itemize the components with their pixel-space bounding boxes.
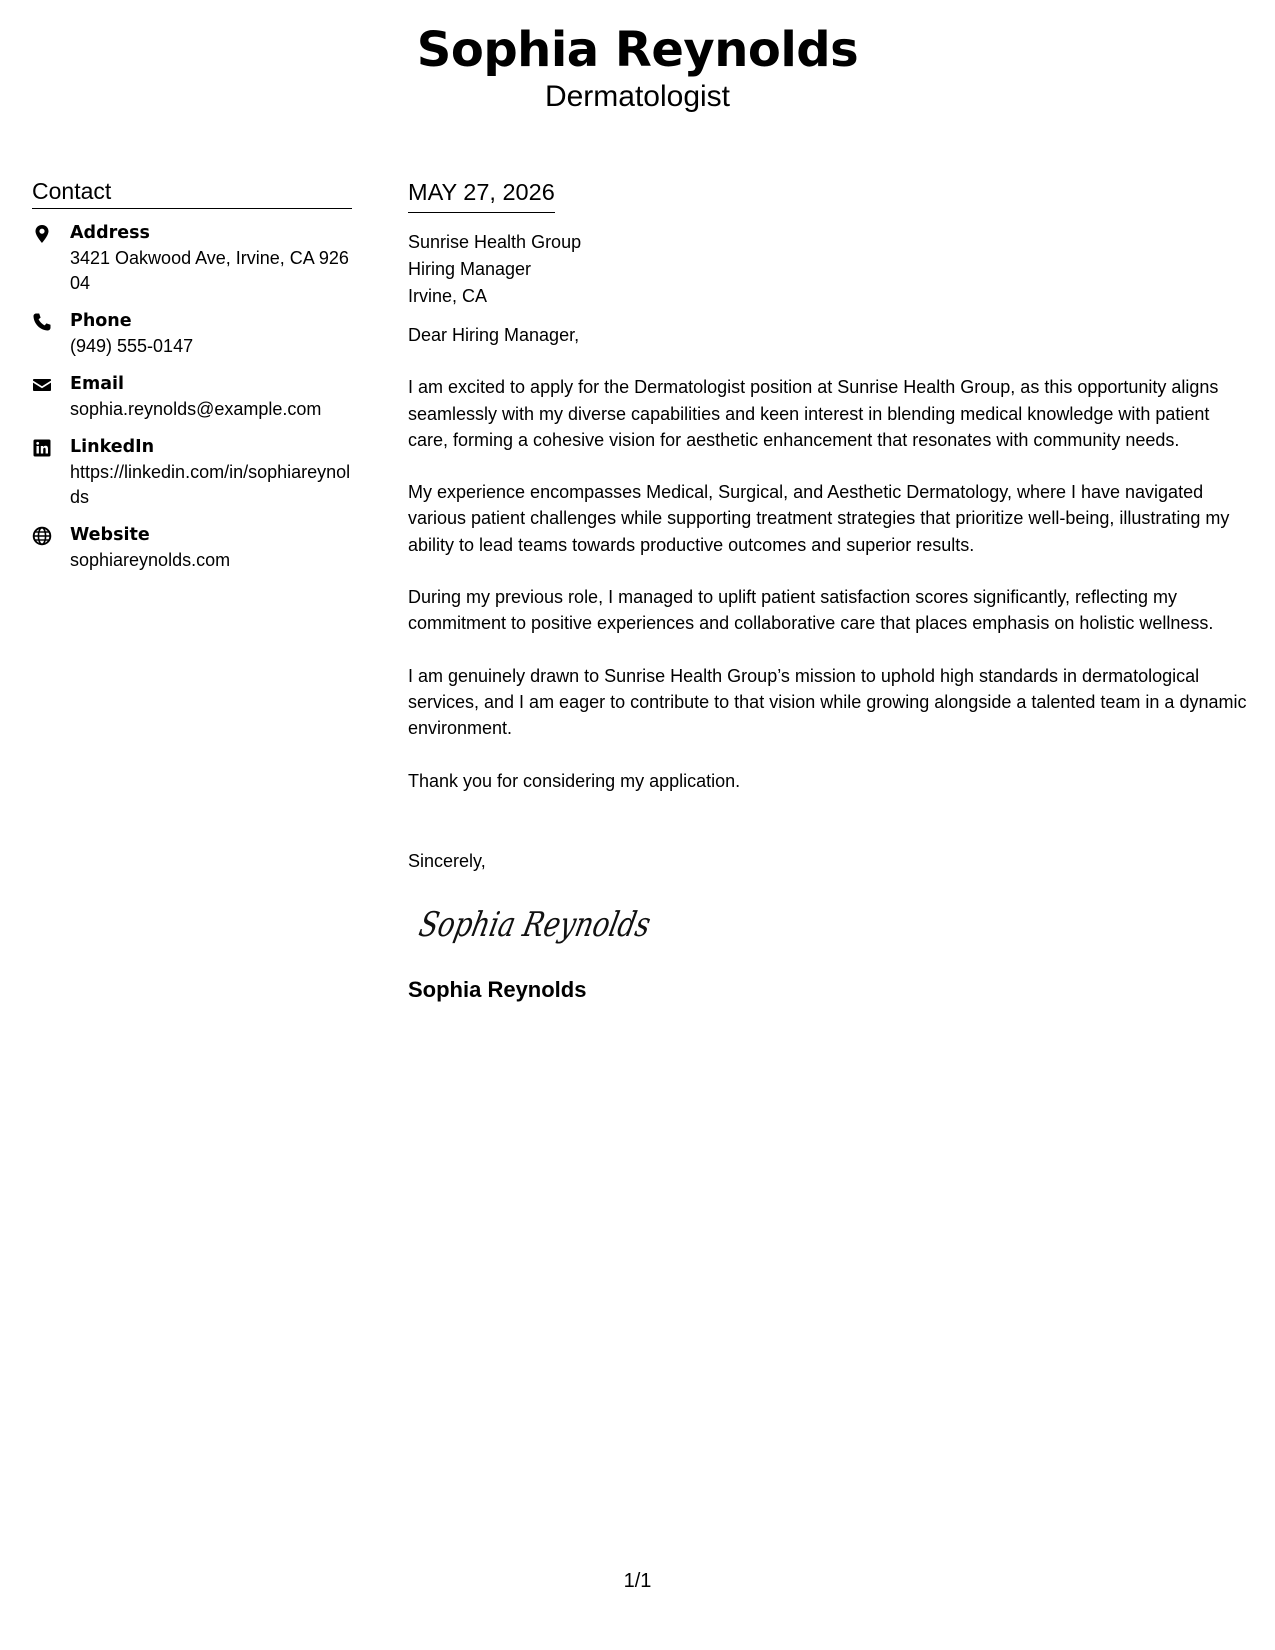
signature-image: [414, 896, 1248, 956]
address-value: 3421 Oakwood Ave, Irvine, CA 92604: [70, 248, 349, 293]
letter-date: MAY 27, 2026: [408, 176, 555, 213]
paragraph: I am excited to apply for the Dermatologist position at Sunrise Health Group, as this opportunity aligns seamlessly with my diverse capabilities and keen interest in blending medical knowledge with patient care, forming a cohesive vision for aesthetic enhancement that resonates with community needs.: [408, 377, 1219, 450]
contact-item-linkedin: [32, 435, 352, 510]
recipient-block: [408, 229, 1248, 310]
map-marker-icon: [32, 221, 70, 244]
contact-item-website: [32, 523, 352, 573]
recipient-location: Irvine, CA: [408, 286, 488, 306]
applicant-title: Dermatologist: [544, 80, 731, 113]
contact-label: Website: [70, 525, 150, 545]
website-value: sophiareynolds.com: [70, 550, 231, 570]
globe-icon: [32, 523, 70, 546]
contact-label: Email: [70, 374, 124, 394]
contact-heading: Contact: [32, 176, 352, 209]
letter-header: [0, 20, 1275, 114]
contact-item-phone: [32, 309, 352, 359]
paragraph: During my previous role, I managed to uplift patient satisfaction scores significantly, reflecting my commitment to positive experiences and collaborative care that places emphasis on holistic wellness.: [408, 587, 1214, 634]
linkedin-icon: [32, 435, 70, 458]
phone-value: (949) 555-0147: [70, 336, 194, 356]
contact-sidebar: [32, 176, 352, 586]
contact-label: Address: [70, 223, 150, 243]
paragraph: My experience encompasses Medical, Surgical, and Aesthetic Dermatology, where I have navigated various patient challenges while supporting treatment strategies that prioritize well-being, illustrating my ability to lead teams towards productive outcomes and superior results.: [408, 482, 1230, 555]
greeting: Dear Hiring Manager,: [408, 325, 580, 345]
linkedin-value: https://linkedin.com/in/sophiareynolds: [70, 462, 351, 507]
page-number: 1/1: [623, 1570, 652, 1592]
signed-name: Sophia Reynolds: [408, 977, 587, 1003]
envelope-icon: [32, 372, 70, 395]
paragraph: Thank you for considering my application.: [408, 770, 741, 791]
recipient-company: Sunrise Health Group: [408, 232, 582, 252]
letter-body: [408, 176, 1248, 1004]
paragraph: I am genuinely drawn to Sunrise Health Group’s mission to uphold high standards in dermatological services, and I am eager to contribute to that vision while growing alongside a talented team in a dynamic environment.: [408, 665, 1247, 739]
phone-icon: [32, 309, 70, 332]
signature-text: Sophia Reynolds: [415, 905, 711, 946]
contact-item-email: [32, 372, 352, 422]
contact-item-address: [32, 221, 352, 296]
recipient-role: Hiring Manager: [408, 259, 532, 279]
applicant-name: Sophia Reynolds: [416, 22, 859, 78]
closing: Sincerely,: [408, 850, 486, 871]
email-value: sophia.reynolds@example.com: [70, 399, 322, 419]
contact-label: Phone: [70, 311, 132, 331]
contact-label: LinkedIn: [70, 437, 155, 457]
